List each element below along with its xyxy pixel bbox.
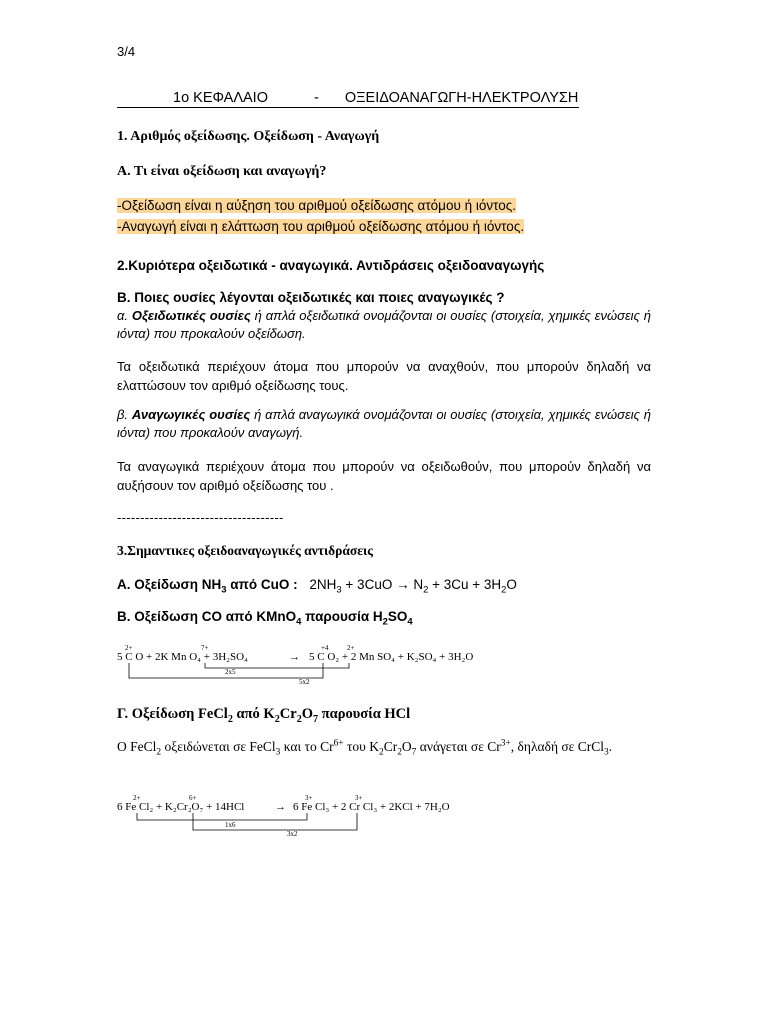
reductants-definition	[117, 406, 651, 442]
para-g-sup: 6+	[333, 738, 344, 749]
eq-g-lhs: 6 Fe Cl₂ + K₂Cr₂O₇ + 14HCl	[117, 801, 245, 813]
eq-a-sub: 2	[501, 584, 507, 596]
separator-line: ------------------------------------	[117, 510, 284, 525]
reaction-a-title-pre: Α. Οξείδωση NH	[117, 577, 222, 592]
ox-state-fe-left: 2+	[133, 794, 141, 802]
reaction-b-title-part: SO	[387, 609, 408, 624]
reaction-g-title-part: Γ. Οξείδωση FeCl	[117, 706, 228, 722]
reaction-b-title-part: Β. Οξείδωση CO από KMnO	[117, 609, 297, 624]
oxidation-definition	[117, 197, 651, 215]
page-number: 3/4	[117, 44, 136, 59]
para-g-part: .	[608, 739, 613, 754]
section-1-title: 1. Αριθμός οξείδωσης. Οξείδωση - Αναγωγή	[117, 129, 380, 144]
para-g-sub: 2	[397, 747, 402, 758]
eq-b-rhs: 5 C O₂ + 2 Mn SO₄ + K₂SO₄ + 3H₂O	[309, 651, 474, 663]
chapter-number: 1ο ΚΕΦΑΛΑΙΟ	[173, 90, 268, 106]
eq-a-part: + 3CuO	[341, 577, 397, 592]
reaction-a-title-sub: 3	[221, 584, 227, 596]
ox-state-mn-right: 2+	[347, 644, 355, 652]
eq-a-part: N	[409, 577, 424, 592]
eq-g-arrow: →	[275, 801, 286, 813]
reaction-a	[117, 577, 651, 596]
reaction-a-title-post: από CuO :	[226, 577, 298, 592]
oxidants-prefix: α.	[117, 308, 129, 323]
eq-a-sub: 3	[336, 584, 342, 596]
reaction-b-title-sub: 4	[296, 616, 302, 628]
section-3-title: 3.Σημαντικες οξειδοαναγωγικές αντιδράσεις	[117, 543, 373, 558]
reaction-b-title-sub: 2	[382, 616, 388, 628]
ox-state-cr-right: 3+	[355, 794, 363, 802]
ox-state-cr-left: 6+	[189, 794, 197, 802]
para-g-sup: 3+	[500, 738, 511, 749]
reaction-g-title-part: O	[301, 706, 314, 722]
eq-a-part: O	[506, 577, 517, 592]
oxidants-term: Οξειδωτικές ουσίες	[131, 308, 251, 323]
para-g-part: του K	[343, 739, 379, 754]
chapter-heading	[117, 90, 579, 108]
eq-b-lhs: 5 C O + 2K Mn O₄ + 3H₂SO₄	[117, 651, 248, 663]
reductants-description: ή απλά αναγωγικά ονομάζονται οι ουσίες (στοιχεία, χημικές ενώσεις ή ιόντα) που προκαλούν αναγωγή.	[117, 407, 651, 440]
chapter-dash: -	[314, 90, 319, 106]
reaction-g-title-sub: 2	[227, 713, 233, 725]
section-2-title: 2.Κυριότερα οξειδωτικά - αναγωγικά. Αντιδράσεις οξειδοαναγωγής	[117, 258, 545, 273]
ox-state-c-left: 2+	[125, 644, 133, 652]
factor-2x5: 2x5	[225, 668, 236, 676]
ox-state-mn-left: 7+	[201, 644, 209, 652]
reductants-prefix: β.	[117, 407, 129, 422]
question-a: Α. Τι είναι οξείδωση και αναγωγή?	[117, 164, 327, 179]
reaction-g-title	[117, 706, 651, 723]
eq-b-arrow: →	[289, 651, 300, 663]
factor-5x2: 5x2	[299, 678, 310, 686]
oxidants-description: ή απλά οξειδωτικά ονομάζονται οι ουσίες (στοιχεία, χημικές ενώσεις ή ιόντα) που προκαλούν οξείδωση.	[117, 308, 651, 341]
reaction-b-title-part: παρουσία H	[301, 609, 383, 624]
para-g-part: Ο FeCl	[117, 739, 157, 754]
eq-a-part: + 3Cu + 3H	[428, 577, 502, 592]
reaction-a-equation	[309, 577, 517, 596]
reduction-definition-text: -Αναγωγή είναι η ελάττωση του αριθμού οξείδωσης ατόμου ή ιόντος.	[117, 219, 525, 234]
electron-transfer-bracket-fe	[137, 813, 307, 820]
reductants-term: Αναγωγικές ουσίες	[131, 407, 251, 422]
factor-1x6: 1x6	[225, 821, 236, 829]
para-g-part: O	[401, 739, 412, 754]
reaction-g-title-part: παρουσία HCl	[318, 706, 411, 722]
reaction-b-title	[117, 609, 651, 628]
reaction-g-title-sub: 7	[313, 713, 319, 725]
oxidation-definition-text: -Οξείδωση είναι η αύξηση του αριθμού οξείδωσης ατόμου ή ιόντος.	[117, 198, 517, 213]
electron-transfer-bracket-cr	[193, 813, 357, 830]
para-g-sub: 2	[378, 747, 384, 758]
reaction-g-title-part: Cr	[279, 706, 297, 722]
reaction-g-title-part: από K	[232, 706, 275, 722]
reaction-b-title-sub: 4	[407, 616, 413, 628]
factor-3x2: 3x2	[287, 830, 298, 838]
reduction-definition	[117, 218, 651, 236]
para-g-sub: 3	[603, 747, 609, 758]
eq-a-sub: 2	[423, 584, 429, 596]
reaction-a-title	[117, 577, 298, 596]
para-g-part: και το Cr	[280, 739, 334, 754]
ox-state-c-right: +4	[321, 644, 329, 652]
reaction-g-equation-image	[117, 790, 537, 838]
reaction-g-title-sub: 2	[296, 713, 302, 725]
reaction-b-equation-image	[117, 638, 537, 686]
reaction-arrow-icon: →	[396, 577, 410, 592]
reductants-paragraph: Τα αναγωγικά περιέχουν άτομα που μπορούν να οξειδωθούν, που μπορούν δηλαδή να αυξήσουν τον αριθμό οξείδωσης του .	[117, 459, 651, 493]
oxidants-paragraph: Τα οξειδωτικά περιέχουν άτομα που μπορούν να αναχθούν, που μπορούν δηλαδή να ελαττώσουν τον αριθμό οξείδωσης τους.	[117, 359, 651, 393]
question-b: Β. Ποιες ουσίες λέγονται οξειδωτικές και ποιες αναγωγικές ?	[117, 290, 505, 305]
para-g-sub: 3	[275, 747, 281, 758]
para-g-part: Cr	[383, 739, 398, 754]
eq-g-rhs: 6 Fe Cl₃ + 2 Cr Cl₃ + 2KCl + 7H₂O	[293, 801, 450, 813]
ox-state-fe-right: 3+	[305, 794, 313, 802]
reaction-g-title-sub: 2	[274, 713, 280, 725]
oxidants-definition	[117, 307, 651, 343]
chapter-title: ΟΞΕΙΔΟΑΝΑΓΩΓΗ-ΗΛΕΚΤΡΟΛΥΣΗ	[344, 90, 579, 106]
para-g-sub: 2	[156, 747, 162, 758]
para-g-part: ανάγεται σε Cr	[416, 739, 501, 754]
para-g-part: οξειδώνεται σε FeCl	[161, 739, 276, 754]
eq-a-part: 2NH	[309, 577, 337, 592]
para-g-part: , δηλαδή σε CrCl	[510, 739, 604, 754]
reaction-g-paragraph	[117, 737, 651, 757]
para-g-sub: 7	[411, 747, 417, 758]
